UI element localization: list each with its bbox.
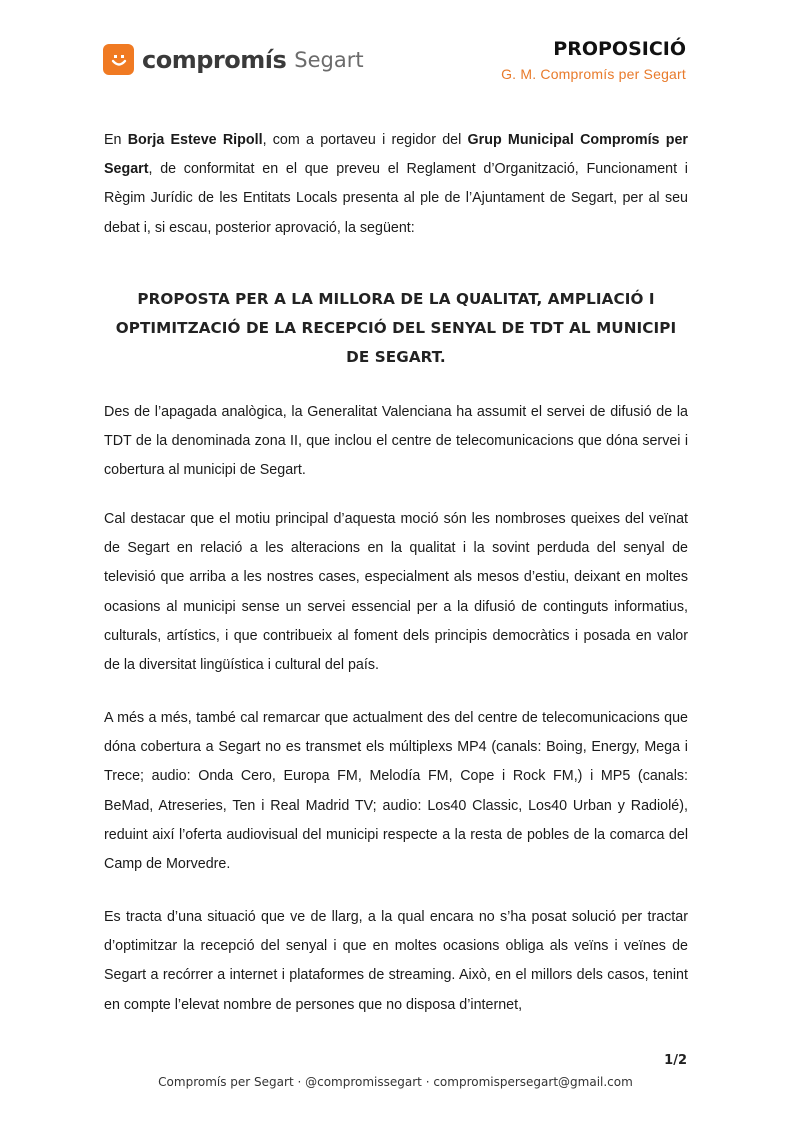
smile-logo-icon xyxy=(103,44,134,75)
paragraph-4: Es tracta d’una situació que ve de llarg, a la qual encara no s’ha posat solució per tractar d’optimitzar la recepció del senyal i que en moltes ocasions obliga als veïns i veïnes de Segart a recórrer a internet i plataformes de streaming. Això, en el millors dels casos, tenint en compte l’elevat nombre de persones que no disposa d’internet, xyxy=(104,909,688,1013)
logo xyxy=(103,44,364,75)
group-name: Grup Municipal Compromís per Segart xyxy=(104,132,688,178)
intro-paragraph: En Borja Esteve Ripoll, com a portaveu i regidor del Grup Municipal Compromís per Segart, de conformitat en el que preveu el Reglament d’Organització, Funcionament i Règim Jurídic de les Entitats Locals presenta al ple de l’Ajuntament de Segart, per al seu debat i, si escau, posterior aprovació, la següent: xyxy=(104,132,688,236)
proposal-title: PROPOSTA PER A LA MILLORA DE LA QUALITAT, AMPLIACIÓ I OPTIMITZACIÓ DE LA RECEPCIÓ DEL SENYAL DE TDT AL MUNICIPI DE SEGART. xyxy=(115,290,677,366)
footer: Compromís per Segart · @compromissegart · compromispersegart@gmail.com xyxy=(158,1075,633,1089)
logo-place: Segart xyxy=(294,47,364,72)
logo-name: compromís xyxy=(142,45,287,74)
paragraph-2: Cal destacar que el motiu principal d’aquesta moció són les nombroses queixes del veïnat de Segart en relació a les alteracions en la qualitat i la sovint perduda del senyal de televisió que arriba a les nostres cases, especialment als mesos d’estiu, deixant en moltes ocasions al municipi sense un servei essencial per a la difusió de continguts informatius, culturals, artístics, i que contribueix al foment dels principis democràtics i posada en valor de la diversitat lingüística i cultural del país. xyxy=(104,511,688,674)
paragraph-3: A més a més, també cal remarcar que actualment des del centre de telecomunicacions que dóna cobertura a Segart no es transmet els múltiplexs MP4 (canals: Boing, Energy, Mega i Trece; audio: Onda Cero, Europa FM, Melodía FM, Cope i Rock FM,) i MP5 (canals: BeMad, Atreseries, Ten i Real Madrid TV; audio: Los40 Classic, Los40 Urban y Radiolé), reduint així l’oferta audiovisual del municipi respecte a la resta de pobles de la comarca del Camp de Morvedre. xyxy=(104,710,688,873)
document-type: PROPOSICIÓ xyxy=(553,38,686,60)
document-group: G. M. Compromís per Segart xyxy=(501,66,686,82)
page-number: 1/2 xyxy=(664,1053,687,1068)
paragraph-1: Des de l’apagada analògica, la Generalitat Valenciana ha assumit el servei de difusió de la TDT de la denominada zona II, que inclou el centre de telecomunicacions que dóna servei i cobertura al municipi de Segart. xyxy=(104,404,688,479)
author-name: Borja Esteve Ripoll xyxy=(127,132,263,148)
